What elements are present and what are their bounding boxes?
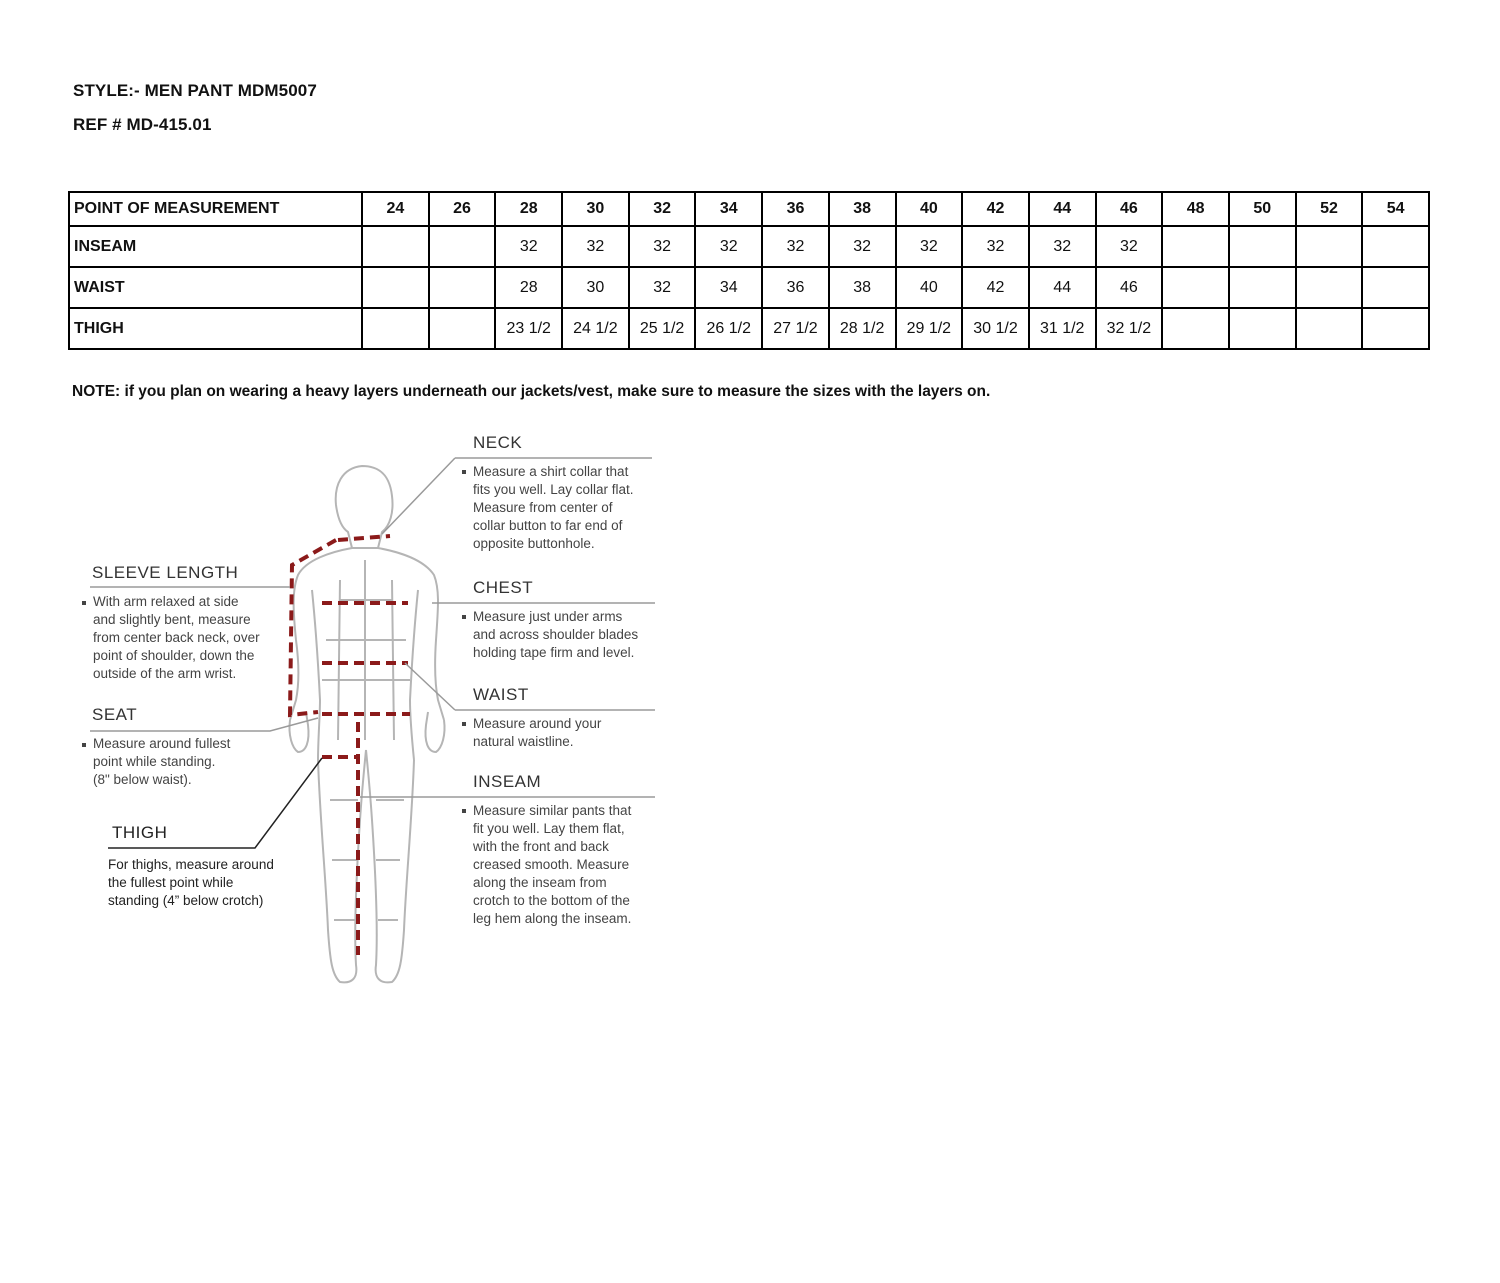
measurement-cell: 23 1/2 (495, 308, 562, 349)
size-header-cell: 40 (896, 192, 963, 226)
size-header-cell: 44 (1029, 192, 1096, 226)
body-outline (289, 466, 444, 982)
size-header-cell: 38 (829, 192, 896, 226)
chest-bullet (462, 615, 466, 619)
layering-note: NOTE: if you plan on wearing a heavy layers underneath our jackets/vest, make sure to measure the sizes with the layers on. (72, 383, 991, 400)
row-label: WAIST (69, 267, 362, 308)
inseam-description: Measure similar pants that fit you well. Lay them flat, with the front and back creased smooth. Measure along the inseam from crotch to the bottom of the leg hem along the inseam. (473, 803, 632, 926)
waist-description: Measure around your natural waistline. (473, 716, 602, 749)
thigh-title: THIGH (112, 823, 168, 842)
seat-title: SEAT (92, 705, 138, 724)
measurement-cell: 40 (896, 267, 963, 308)
waist-title: WAIST (473, 685, 529, 704)
measurement-cell: 46 (1096, 267, 1163, 308)
point-of-measurement-header: POINT OF MEASUREMENT (69, 192, 362, 226)
measurement-cell: 32 (829, 226, 896, 267)
size-header-cell: 34 (695, 192, 762, 226)
size-header-cell: 36 (762, 192, 829, 226)
size-header-cell: 24 (362, 192, 429, 226)
measurement-cell: 42 (962, 267, 1029, 308)
seat-bullet (82, 743, 86, 747)
measurement-cell: 44 (1029, 267, 1096, 308)
waist-bullet (462, 722, 466, 726)
size-header-cell: 52 (1296, 192, 1363, 226)
neck-title: NECK (473, 433, 523, 452)
measurement-cell: 32 (629, 226, 696, 267)
measurement-cell: 30 (562, 267, 629, 308)
inseam-bullet (462, 809, 466, 813)
inseam-title: INSEAM (473, 772, 542, 791)
measurement-cell: 32 (695, 226, 762, 267)
measurement-cell: 26 1/2 (695, 308, 762, 349)
measurement-cell: 24 1/2 (562, 308, 629, 349)
chest-description: Measure just under arms and across shoulder blades holding tape firm and level. (473, 609, 639, 660)
sleeve-length-title: SLEEVE LENGTH (92, 563, 239, 582)
measurement-cell: 36 (762, 267, 829, 308)
size-header-cell: 48 (1162, 192, 1229, 226)
size-header-cell: 46 (1096, 192, 1163, 226)
measurement-cell: 25 1/2 (629, 308, 696, 349)
size-header-cell: 42 (962, 192, 1029, 226)
neck-bullet (462, 470, 466, 474)
measurement-cell: 34 (695, 267, 762, 308)
chest-title: CHEST (473, 578, 534, 597)
size-header-cell: 50 (1229, 192, 1296, 226)
measurement-cell: 32 (495, 226, 562, 267)
row-label: THIGH (69, 308, 362, 349)
seat-description: Measure around fullest point while standing. (8" below waist). (93, 736, 231, 787)
size-header-cell: 26 (429, 192, 496, 226)
measurement-cell: 32 (962, 226, 1029, 267)
ref-heading: REF # MD-415.01 (73, 115, 212, 134)
style-heading: STYLE:- MEN PANT MDM5007 (73, 81, 317, 100)
measurement-cell: 28 (495, 267, 562, 308)
measurement-cell: 38 (829, 267, 896, 308)
measurement-cell: 27 1/2 (762, 308, 829, 349)
sleeve-length-description: With arm relaxed at side and slightly bent, measure from center back neck, over point of shoulder, down the outside of the arm wrist. (93, 594, 260, 681)
measurement-cell: 30 1/2 (962, 308, 1029, 349)
measurement-cell: 32 (896, 226, 963, 267)
sleeve-bullet (82, 601, 86, 605)
size-header-cell: 32 (629, 192, 696, 226)
measurement-cell: 32 (762, 226, 829, 267)
measurement-cell: 32 (1029, 226, 1096, 267)
size-header-cell: 28 (495, 192, 562, 226)
measurement-cell: 32 (629, 267, 696, 308)
measurement-cell: 32 (1096, 226, 1163, 267)
size-header-cell: 54 (1362, 192, 1429, 226)
measurement-cell: 28 1/2 (829, 308, 896, 349)
row-label: INSEAM (69, 226, 362, 267)
size-header-cell: 30 (562, 192, 629, 226)
measurement-cell: 31 1/2 (1029, 308, 1096, 349)
measurement-cell: 29 1/2 (896, 308, 963, 349)
measurement-cell: 32 (562, 226, 629, 267)
neck-description: Measure a shirt collar that fits you well. Lay collar flat. Measure from center of collar button to far end of opposite buttonhole. (473, 464, 634, 551)
thigh-description: For thighs, measure around the fullest point while standing (4” below crotch) (108, 857, 274, 908)
measurement-cell: 32 1/2 (1096, 308, 1163, 349)
